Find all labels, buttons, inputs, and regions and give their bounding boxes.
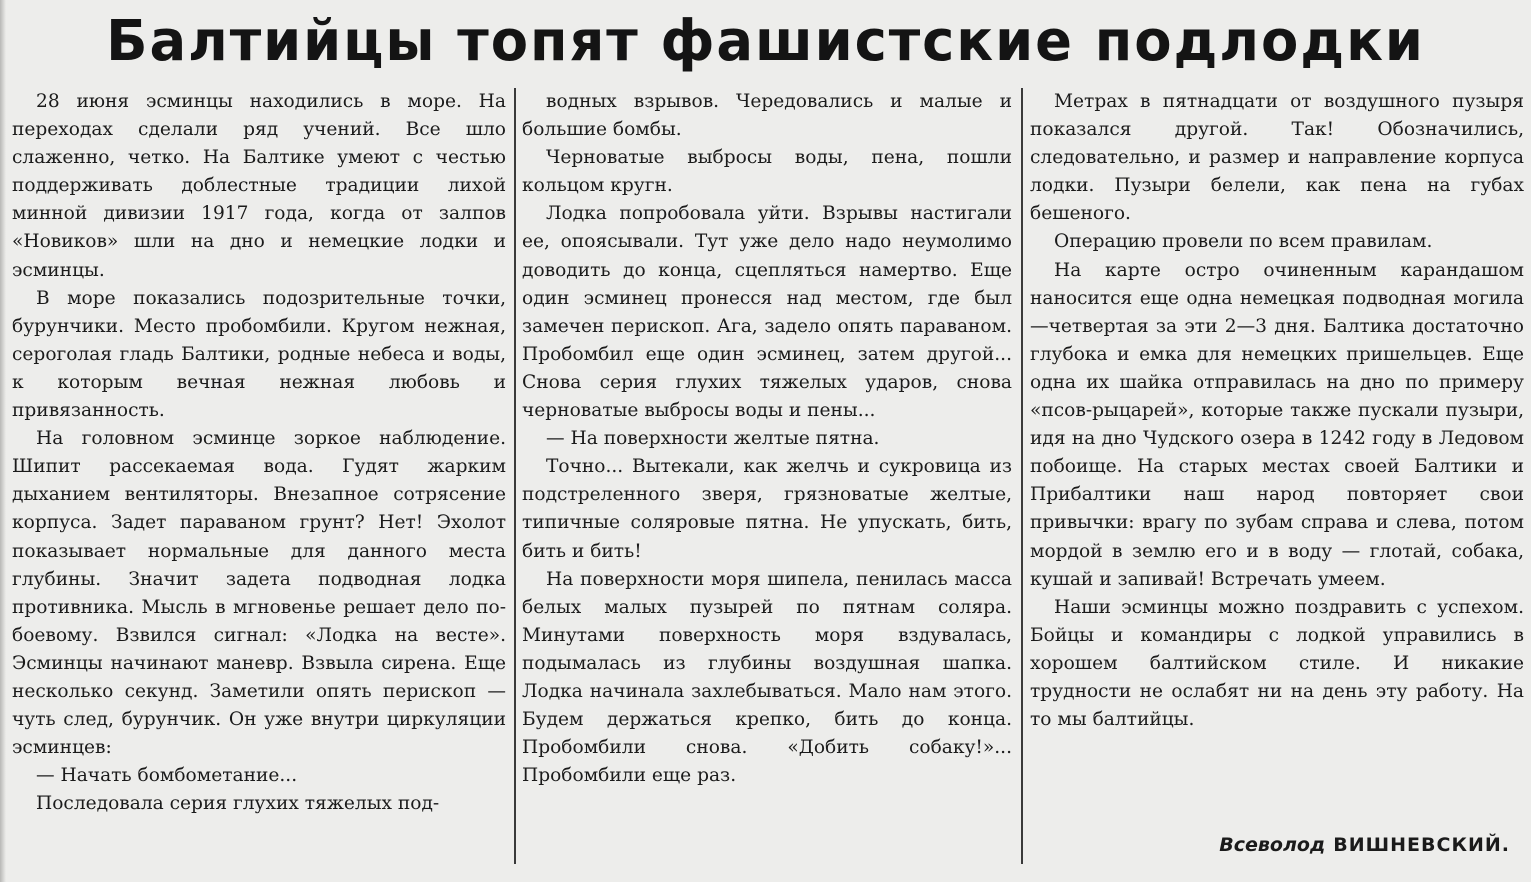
article-column-3 bbox=[1030, 88, 1524, 868]
paragraph: Черноватые выбросы воды, пена, пошли кольцом кругн. bbox=[522, 147, 1012, 197]
author-signature bbox=[1200, 830, 1510, 860]
paragraph: — Начать бомбометание... bbox=[36, 765, 298, 787]
column-divider bbox=[1021, 88, 1023, 864]
paragraph: водных взрывов. Чередовались и малые и большие бомбы. bbox=[522, 91, 1012, 141]
author-first-name: Всеволод bbox=[1219, 834, 1326, 856]
paragraph: — На поверхности желтые пятна. bbox=[546, 428, 880, 450]
paragraph: В море показались подозрительные точки, бурунчики. Место пробомбили. Кругом нежная, сероголая гладь Балтики, родные небеса и воды, к которым вечная нежная любовь и привязанность. bbox=[12, 287, 506, 422]
paragraph: Лодка попробовала уйти. Взрывы настигали ее, опоясывали. Тут уже дело надо неумолимо доводить до конца, сцепляться намертво. Еще один эсминец пронесся над местом, где был замечен перископ. Ага, задело опять параваном. Пробомбил еще один эсминец, затем другой... Снова серия глухих тяжелых ударов, снова черноватые выбросы воды и пены... bbox=[522, 203, 1012, 422]
paragraph: Точно... Вытекали, как желчь и сукровица из подстреленного зверя, грязноватые желтые, типичные соляровые пятна. Не упускать, бить, бить и бить! bbox=[522, 456, 1012, 562]
article-column-2 bbox=[522, 88, 1012, 868]
page-edge-shadow bbox=[0, 0, 6, 882]
paragraph: Метрах в пятнадцати от воздушного пузыря показался другой. Так! Обозначились, следовательно, и размер и направление корпуса лодки. Пузыри белели, как пена на губах бешеного. bbox=[1030, 91, 1524, 225]
article-column-1 bbox=[12, 88, 506, 868]
paragraph: 28 июня эсминцы находились в море. На переходах сделали ряд учений. Все шло слаженно, четко. На Балтике умеют с честью поддерживать доблестные традиции лихой минной дивизии 1917 года, когда от залпов «Новиков» шли на дно и немецкие лодки и эсминцы. bbox=[12, 91, 506, 281]
paragraph: На карте остро очиненным карандашом наносится еще одна немецкая подводная могила—четвертая за эти 2—3 дня. Балтика достаточно глубока и емка для немецких пришельцев. Еще одна их шайка отправилась на дно по примеру «псов-рыцарей», которые также пускали пузыри, идя на дно Чудского озера в 1242 году в Ледовом побоище. На старых местах своей Балтики и Прибалтики наш народ повторяет свои привычки: врагу по зубам справа и слева, потом мордой в землю его и в воду — глотай, собака, кушай и запивай! Встречать умеем. bbox=[1030, 259, 1524, 590]
paragraph: Наши эсминцы можно поздравить с успехом. Бойцы и командиры с лодкой управились в хорошем балтийском стиле. И никакие трудности не ослабят ни на день эту работу. На то мы балтийцы. bbox=[1030, 596, 1524, 731]
column-divider bbox=[514, 88, 516, 864]
paragraph: Последовала серия глухих тяжелых под- bbox=[36, 793, 440, 815]
paragraph: На головном эсминце зоркое наблюдение. Шипит рассекаемая вода. Гудят жарким дыханием вентиляторы. Внезапное сотрясение корпуса. Задет параваном грунт? Нет! Эхолот показывает нормальные для данного места глубины. Значит задета подводная лодка противника. Мысль в мгновенье решает дело по-боевому. Взвился сигнал: «Лодка на весте». Эсминцы начинают маневр. Взвыла сирена. Еще несколько секунд. Заметили опять перископ — чуть след, бурунчик. Он уже внутри циркуляции эсминцев: bbox=[12, 428, 506, 759]
paragraph: Операцию провели по всем правилам. bbox=[1054, 231, 1433, 253]
article-headline: Балтийцы топят фашистские подлодки bbox=[106, 9, 1425, 74]
author-last-name: ВИШНЕВСКИЙ. bbox=[1333, 834, 1510, 856]
paragraph: На поверхности моря шипела, пенилась масса белых малых пузырей по пятнам соляра. Минутами поверхность моря вздувалась, подымалась из глубины воздушная шапка. Лодка начинала захлебываться. Мало нам этого. Будем держаться крепко, бить до конца. Пробомбили снова. «Добить собаку!»... Пробомбили еще раз. bbox=[522, 568, 1012, 787]
